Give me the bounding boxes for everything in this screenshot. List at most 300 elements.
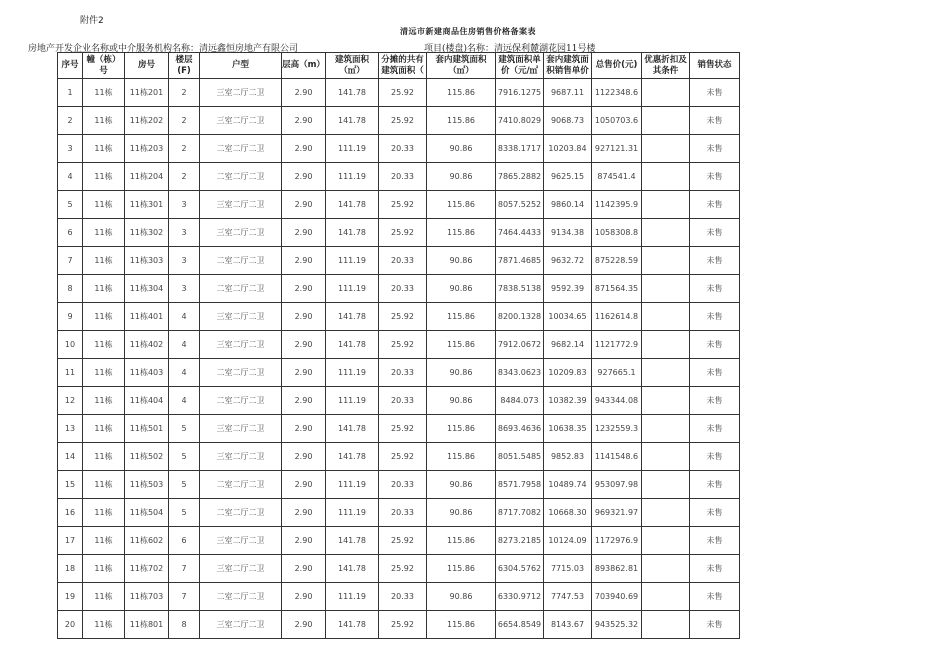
- header-cell: 幢（栋）号: [83, 53, 125, 79]
- table-cell: 三室二厅二卫: [200, 555, 282, 583]
- table-cell: 11栋404: [125, 387, 169, 415]
- table-cell: 115.86: [427, 107, 496, 135]
- table-cell: 11栋: [83, 303, 125, 331]
- table-cell: 2: [58, 107, 83, 135]
- table-cell: 11栋: [83, 135, 125, 163]
- table-cell: 18: [58, 555, 83, 583]
- table-cell: 875228.59: [592, 247, 642, 275]
- table-cell: [642, 359, 690, 387]
- table-cell: 11栋: [83, 471, 125, 499]
- table-cell: 三室二厅二卫: [200, 79, 282, 107]
- table-row: [58, 191, 740, 219]
- table-cell: 6: [58, 219, 83, 247]
- table-cell: 141.78: [326, 191, 379, 219]
- table-cell: 1162614.8: [592, 303, 642, 331]
- table-cell: 115.86: [427, 303, 496, 331]
- table-cell: 141.78: [326, 611, 379, 639]
- table-cell: 11栋304: [125, 275, 169, 303]
- table-cell: 11栋203: [125, 135, 169, 163]
- table-cell: 11栋202: [125, 107, 169, 135]
- table-cell: 11栋: [83, 611, 125, 639]
- table-cell: 三室二厅二卫: [200, 415, 282, 443]
- table-cell: 7715.03: [544, 555, 592, 583]
- table-cell: 6330.9712: [496, 583, 544, 611]
- table-cell: [642, 79, 690, 107]
- table-cell: 10203.84: [544, 135, 592, 163]
- table-cell: 二室二厅二卫: [200, 135, 282, 163]
- table-cell: 11栋: [83, 443, 125, 471]
- table-cell: 11栋301: [125, 191, 169, 219]
- table-cell: 未售: [690, 303, 740, 331]
- table-cell: 141.78: [326, 331, 379, 359]
- table-cell: 11栋303: [125, 247, 169, 275]
- table-row: [58, 443, 740, 471]
- table-cell: 三室二厅二卫: [200, 331, 282, 359]
- attachment-label: 附件2: [80, 16, 104, 26]
- table-cell: 2.90: [282, 443, 326, 471]
- table-cell: 8057.5252: [496, 191, 544, 219]
- table-cell: 8571.7958: [496, 471, 544, 499]
- table-cell: 2.90: [282, 471, 326, 499]
- table-cell: 2.90: [282, 555, 326, 583]
- table-cell: 111.19: [326, 471, 379, 499]
- table-row: [58, 163, 740, 191]
- header-cell: 分摊的共有建筑面积（: [379, 53, 427, 79]
- table-cell: 8343.0623: [496, 359, 544, 387]
- table-cell: 20.33: [379, 583, 427, 611]
- table-cell: 11: [58, 359, 83, 387]
- table-cell: 11栋702: [125, 555, 169, 583]
- table-cell: 11栋501: [125, 415, 169, 443]
- table-cell: 4: [169, 359, 200, 387]
- table-row: [58, 331, 740, 359]
- header-cell: 总售价(元): [592, 53, 642, 79]
- table-cell: 11栋: [83, 415, 125, 443]
- project-line: 项目(楼盘)名称：清远保利麓湖花园11号楼: [424, 44, 596, 54]
- table-cell: 2.90: [282, 611, 326, 639]
- table-cell: 2.90: [282, 79, 326, 107]
- table-cell: 90.86: [427, 135, 496, 163]
- table-cell: [642, 499, 690, 527]
- table-cell: 927665.1: [592, 359, 642, 387]
- table-cell: 10209.83: [544, 359, 592, 387]
- table-cell: 11栋: [83, 107, 125, 135]
- table-cell: 141.78: [326, 555, 379, 583]
- table-cell: 11栋401: [125, 303, 169, 331]
- table-cell: 9: [58, 303, 83, 331]
- table-cell: 20.33: [379, 247, 427, 275]
- table-cell: 未售: [690, 191, 740, 219]
- table-cell: 二室二厅二卫: [200, 471, 282, 499]
- table-cell: 2.90: [282, 303, 326, 331]
- table-cell: 10489.74: [544, 471, 592, 499]
- table-cell: 4: [169, 331, 200, 359]
- table-cell: 2.90: [282, 359, 326, 387]
- table-cell: 11栋504: [125, 499, 169, 527]
- table-cell: [642, 191, 690, 219]
- table-cell: 未售: [690, 331, 740, 359]
- table-row: [58, 583, 740, 611]
- table-cell: 二室二厅二卫: [200, 247, 282, 275]
- table-cell: 115.86: [427, 191, 496, 219]
- table-cell: [642, 583, 690, 611]
- price-table: [57, 52, 740, 639]
- table-cell: 4: [169, 303, 200, 331]
- table-cell: 141.78: [326, 443, 379, 471]
- table-cell: 三室二厅二卫: [200, 527, 282, 555]
- table-cell: 6304.5762: [496, 555, 544, 583]
- table-cell: 2: [169, 163, 200, 191]
- table-cell: 5: [169, 499, 200, 527]
- table-cell: 1121772.9: [592, 331, 642, 359]
- table-cell: 4: [169, 387, 200, 415]
- table-cell: 11栋403: [125, 359, 169, 387]
- table-cell: 953097.98: [592, 471, 642, 499]
- table-cell: 2: [169, 107, 200, 135]
- table-cell: 二室二厅二卫: [200, 499, 282, 527]
- table-cell: 115.86: [427, 527, 496, 555]
- table-cell: 2.90: [282, 331, 326, 359]
- table-cell: 13: [58, 415, 83, 443]
- table-row: [58, 415, 740, 443]
- table-cell: 未售: [690, 499, 740, 527]
- table-cell: 11栋402: [125, 331, 169, 359]
- table-cell: 111.19: [326, 387, 379, 415]
- table-cell: 111.19: [326, 359, 379, 387]
- table-cell: 二室二厅二卫: [200, 359, 282, 387]
- table-cell: 969321.97: [592, 499, 642, 527]
- table-cell: 8200.1328: [496, 303, 544, 331]
- table-cell: 未售: [690, 79, 740, 107]
- header-cell: 优惠折扣及其条件: [642, 53, 690, 79]
- table-cell: 141.78: [326, 527, 379, 555]
- table-cell: 141.78: [326, 79, 379, 107]
- table-row: [58, 303, 740, 331]
- table-cell: 2.90: [282, 499, 326, 527]
- table-cell: [642, 275, 690, 303]
- table-cell: 115.86: [427, 79, 496, 107]
- table-cell: 11栋: [83, 499, 125, 527]
- table-cell: 1232559.3: [592, 415, 642, 443]
- table-cell: 111.19: [326, 499, 379, 527]
- table-cell: 11栋201: [125, 79, 169, 107]
- table-cell: 25.92: [379, 415, 427, 443]
- table-cell: 2.90: [282, 415, 326, 443]
- table-row: [58, 387, 740, 415]
- table-cell: 11栋703: [125, 583, 169, 611]
- table-cell: 未售: [690, 247, 740, 275]
- table-cell: 115.86: [427, 415, 496, 443]
- table-cell: 未售: [690, 527, 740, 555]
- table-cell: [642, 303, 690, 331]
- table-cell: 141.78: [326, 303, 379, 331]
- table-cell: 893862.81: [592, 555, 642, 583]
- table-cell: 未售: [690, 443, 740, 471]
- table-cell: 未售: [690, 135, 740, 163]
- table-cell: 二室二厅二卫: [200, 583, 282, 611]
- table-cell: 20.33: [379, 471, 427, 499]
- table-cell: 9134.38: [544, 219, 592, 247]
- table-cell: 1142395.9: [592, 191, 642, 219]
- table-cell: 2: [169, 135, 200, 163]
- table-cell: 7916.1275: [496, 79, 544, 107]
- header-cell: 建筑面积（㎡）: [326, 53, 379, 79]
- table-cell: 2.90: [282, 191, 326, 219]
- table-cell: 1050703.6: [592, 107, 642, 135]
- table-row: [58, 527, 740, 555]
- table-cell: 2: [169, 79, 200, 107]
- table-cell: 11栋502: [125, 443, 169, 471]
- table-cell: 9068.73: [544, 107, 592, 135]
- table-cell: 2.90: [282, 583, 326, 611]
- table-cell: [642, 387, 690, 415]
- table-cell: 7464.4433: [496, 219, 544, 247]
- table-cell: 25.92: [379, 443, 427, 471]
- table-cell: 943344.08: [592, 387, 642, 415]
- table-cell: 未售: [690, 275, 740, 303]
- table-cell: 5: [169, 415, 200, 443]
- table-body: [58, 79, 740, 639]
- table-cell: 8: [58, 275, 83, 303]
- table-cell: 90.86: [427, 499, 496, 527]
- table-cell: 9625.15: [544, 163, 592, 191]
- table-cell: 3: [169, 247, 200, 275]
- table-cell: 20: [58, 611, 83, 639]
- table-cell: 7747.53: [544, 583, 592, 611]
- table-cell: 7: [58, 247, 83, 275]
- table-cell: 10: [58, 331, 83, 359]
- table-cell: 141.78: [326, 415, 379, 443]
- table-cell: 25.92: [379, 555, 427, 583]
- table-cell: 三室二厅二卫: [200, 611, 282, 639]
- table-row: [58, 135, 740, 163]
- table-cell: 二室二厅二卫: [200, 275, 282, 303]
- table-cell: 19: [58, 583, 83, 611]
- page-title: 清远市新建商品住房销售价格备案表: [400, 26, 536, 36]
- table-cell: 7912.0672: [496, 331, 544, 359]
- table-cell: 三室二厅二卫: [200, 303, 282, 331]
- table-cell: 未售: [690, 107, 740, 135]
- table-cell: 11栋: [83, 79, 125, 107]
- table-row: [58, 107, 740, 135]
- table-cell: [642, 415, 690, 443]
- table-cell: 3: [169, 219, 200, 247]
- header-cell: 套内建筑面积（㎡）: [427, 53, 496, 79]
- table-cell: 111.19: [326, 275, 379, 303]
- table-cell: 9592.39: [544, 275, 592, 303]
- table-cell: [642, 107, 690, 135]
- table-cell: 25.92: [379, 107, 427, 135]
- table-cell: 5: [169, 443, 200, 471]
- table-cell: 二室二厅二卫: [200, 387, 282, 415]
- table-cell: [642, 471, 690, 499]
- header-cell: 层高（m）: [282, 53, 326, 79]
- table-cell: 7865.2882: [496, 163, 544, 191]
- table-cell: 11栋: [83, 331, 125, 359]
- table-cell: 11栋: [83, 555, 125, 583]
- table-cell: 8717.7082: [496, 499, 544, 527]
- table-cell: 20.33: [379, 135, 427, 163]
- table-cell: 115.86: [427, 219, 496, 247]
- table-cell: 7838.5138: [496, 275, 544, 303]
- table-cell: 111.19: [326, 583, 379, 611]
- table-cell: 115.86: [427, 331, 496, 359]
- table-cell: 20.33: [379, 275, 427, 303]
- header-cell: 楼层(F): [169, 53, 200, 79]
- table-cell: 未售: [690, 219, 740, 247]
- table-cell: 2.90: [282, 107, 326, 135]
- table-cell: 未售: [690, 359, 740, 387]
- table-cell: 11栋: [83, 275, 125, 303]
- table-cell: 1122348.6: [592, 79, 642, 107]
- table-cell: 9682.14: [544, 331, 592, 359]
- table-cell: 115.86: [427, 611, 496, 639]
- header-cell: 销售状态: [690, 53, 740, 79]
- header-cell: 建筑面积单价（元/㎡: [496, 53, 544, 79]
- table-cell: 703940.69: [592, 583, 642, 611]
- table-cell: 2.90: [282, 163, 326, 191]
- table-row: [58, 555, 740, 583]
- table-cell: 2.90: [282, 527, 326, 555]
- table-cell: 90.86: [427, 471, 496, 499]
- table-cell: 10638.35: [544, 415, 592, 443]
- table-cell: 8051.5485: [496, 443, 544, 471]
- table-cell: [642, 555, 690, 583]
- table-cell: 未售: [690, 611, 740, 639]
- table-cell: 7410.8029: [496, 107, 544, 135]
- table-cell: 90.86: [427, 583, 496, 611]
- table-cell: 25.92: [379, 611, 427, 639]
- table-cell: 10034.65: [544, 303, 592, 331]
- header-cell: 套内建筑面积销售单价: [544, 53, 592, 79]
- table-cell: 1141548.6: [592, 443, 642, 471]
- table-row: [58, 219, 740, 247]
- table-cell: 8338.1717: [496, 135, 544, 163]
- table-cell: 三室二厅二卫: [200, 191, 282, 219]
- table-cell: 11栋801: [125, 611, 169, 639]
- table-cell: 7871.4685: [496, 247, 544, 275]
- header-row: [58, 53, 740, 79]
- table-cell: 3: [169, 275, 200, 303]
- table-cell: 20.33: [379, 499, 427, 527]
- table-cell: [642, 247, 690, 275]
- table-row: [58, 611, 740, 639]
- table-cell: 三室二厅二卫: [200, 443, 282, 471]
- table-cell: 11栋204: [125, 163, 169, 191]
- table-cell: 4: [58, 163, 83, 191]
- table-cell: 874541.4: [592, 163, 642, 191]
- table-cell: 11栋: [83, 359, 125, 387]
- table-cell: 9687.11: [544, 79, 592, 107]
- table-cell: [642, 135, 690, 163]
- table-cell: 未售: [690, 163, 740, 191]
- table-cell: [642, 331, 690, 359]
- company-line: 房地产开发企业名称或中介服务机构名称：清远鑫恒房地产有限公司: [28, 44, 299, 54]
- table-cell: 11栋602: [125, 527, 169, 555]
- table-cell: 11栋503: [125, 471, 169, 499]
- table-cell: 3: [169, 191, 200, 219]
- table-cell: 1: [58, 79, 83, 107]
- table-cell: [642, 611, 690, 639]
- table-cell: 2.90: [282, 135, 326, 163]
- table-cell: 25.92: [379, 527, 427, 555]
- table-cell: 25.92: [379, 191, 427, 219]
- table-cell: 三室二厅二卫: [200, 107, 282, 135]
- table-cell: 5: [58, 191, 83, 219]
- table-cell: 25.92: [379, 79, 427, 107]
- table-cell: 7: [169, 583, 200, 611]
- table-cell: 141.78: [326, 107, 379, 135]
- table-cell: 5: [169, 471, 200, 499]
- table-cell: 90.86: [427, 275, 496, 303]
- table-row: [58, 359, 740, 387]
- table-cell: 10382.39: [544, 387, 592, 415]
- table-row: [58, 471, 740, 499]
- table-cell: 2.90: [282, 275, 326, 303]
- header-cell: 户型: [200, 53, 282, 79]
- table-cell: 未售: [690, 415, 740, 443]
- table-cell: 90.86: [427, 359, 496, 387]
- table-cell: 111.19: [326, 163, 379, 191]
- table-cell: 115.86: [427, 555, 496, 583]
- table-cell: 25.92: [379, 303, 427, 331]
- table-cell: 未售: [690, 471, 740, 499]
- table-row: [58, 79, 740, 107]
- table-cell: 11栋: [83, 387, 125, 415]
- table-cell: 871564.35: [592, 275, 642, 303]
- table-cell: 8: [169, 611, 200, 639]
- table-cell: 11栋: [83, 219, 125, 247]
- table-cell: 141.78: [326, 219, 379, 247]
- table-cell: 7: [169, 555, 200, 583]
- table-row: [58, 247, 740, 275]
- table-cell: [642, 527, 690, 555]
- table-cell: 9852.83: [544, 443, 592, 471]
- table-cell: 90.86: [427, 163, 496, 191]
- table-cell: 111.19: [326, 247, 379, 275]
- table-cell: 25.92: [379, 219, 427, 247]
- table-row: [58, 275, 740, 303]
- table-cell: 943525.32: [592, 611, 642, 639]
- table-cell: 115.86: [427, 443, 496, 471]
- table-cell: 927121.31: [592, 135, 642, 163]
- table-cell: 16: [58, 499, 83, 527]
- table-cell: 14: [58, 443, 83, 471]
- table-cell: 17: [58, 527, 83, 555]
- table-cell: 20.33: [379, 387, 427, 415]
- table-cell: 10668.30: [544, 499, 592, 527]
- table-cell: 11栋: [83, 247, 125, 275]
- table-cell: 1172976.9: [592, 527, 642, 555]
- table-cell: 11栋302: [125, 219, 169, 247]
- table-cell: 8484.073: [496, 387, 544, 415]
- table-cell: 2.90: [282, 219, 326, 247]
- table-cell: 未售: [690, 555, 740, 583]
- table-cell: [642, 219, 690, 247]
- table-cell: 90.86: [427, 387, 496, 415]
- table-cell: 15: [58, 471, 83, 499]
- table-cell: 6: [169, 527, 200, 555]
- table-cell: 三室二厅二卫: [200, 219, 282, 247]
- table-cell: 11栋: [83, 163, 125, 191]
- table-cell: 3: [58, 135, 83, 163]
- table-cell: 25.92: [379, 331, 427, 359]
- table-cell: 8273.2185: [496, 527, 544, 555]
- table-cell: 6654.8549: [496, 611, 544, 639]
- table-cell: 111.19: [326, 135, 379, 163]
- table-cell: 二室二厅二卫: [200, 163, 282, 191]
- table-cell: 1058308.8: [592, 219, 642, 247]
